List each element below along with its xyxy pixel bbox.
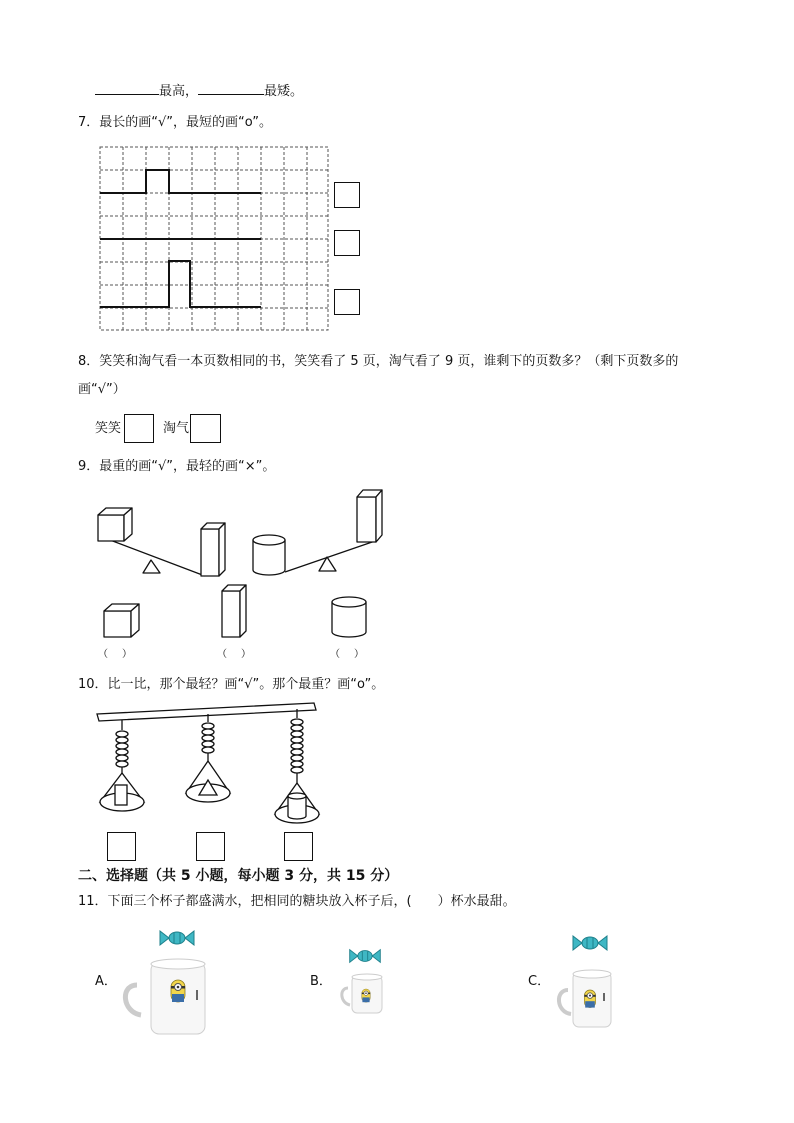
q9-answer-paren-1[interactable]: （ ） xyxy=(98,649,134,660)
minion-icon xyxy=(362,989,370,1002)
q9-answer-paren-3[interactable]: （ ） xyxy=(330,649,366,660)
q11-option-a-label[interactable]: A． xyxy=(95,974,117,989)
q11-option-b-label[interactable]: B． xyxy=(310,974,332,989)
q8-prompt-line-2: 画“√”） xyxy=(78,382,126,397)
q10-prompt: 10．比一比，那个最轻？画“√”。那个最重？画“o”。 xyxy=(78,677,385,692)
q6-suffix-1: 最高， xyxy=(159,84,199,99)
candy-icon xyxy=(160,931,194,945)
q8-name-xiaoxiao: 笑笑 xyxy=(95,421,122,436)
cup-b-icon xyxy=(342,950,382,1013)
q11-prompt: 11．下面三个杯子都盛满水，把相同的糖块放入杯子后，( ）杯水最甜。 xyxy=(78,894,516,909)
q7-prompt: 7．最长的画“√”，最短的画“o”。 xyxy=(78,115,272,130)
candy-icon xyxy=(350,950,381,963)
q8-prompt-line-1: 8．笑笑和淘气看一本页数相同的书，笑笑看了 5 页，淘气看了 9 页，谁剩下的页数多？（剩下页数多的 xyxy=(78,354,679,369)
q11-option-c-label[interactable]: C． xyxy=(528,974,551,989)
q6-suffix-2: 最矮。 xyxy=(264,84,304,99)
minion-icon xyxy=(584,990,595,1008)
section-2-heading: 二、选择题（共 5 小题，每小题 3 分，共 15 分） xyxy=(78,868,399,884)
q8-name-taoqi: 淘气 xyxy=(163,421,190,436)
minion-icon xyxy=(171,980,185,1002)
cup-c-icon xyxy=(559,936,611,1027)
cup-a-icon xyxy=(125,931,205,1034)
q9-prompt: 9．最重的画“√”，最轻的画“×”。 xyxy=(78,459,276,474)
q9-answer-paren-2[interactable]: （ ） xyxy=(217,649,253,660)
candy-icon xyxy=(573,936,607,950)
